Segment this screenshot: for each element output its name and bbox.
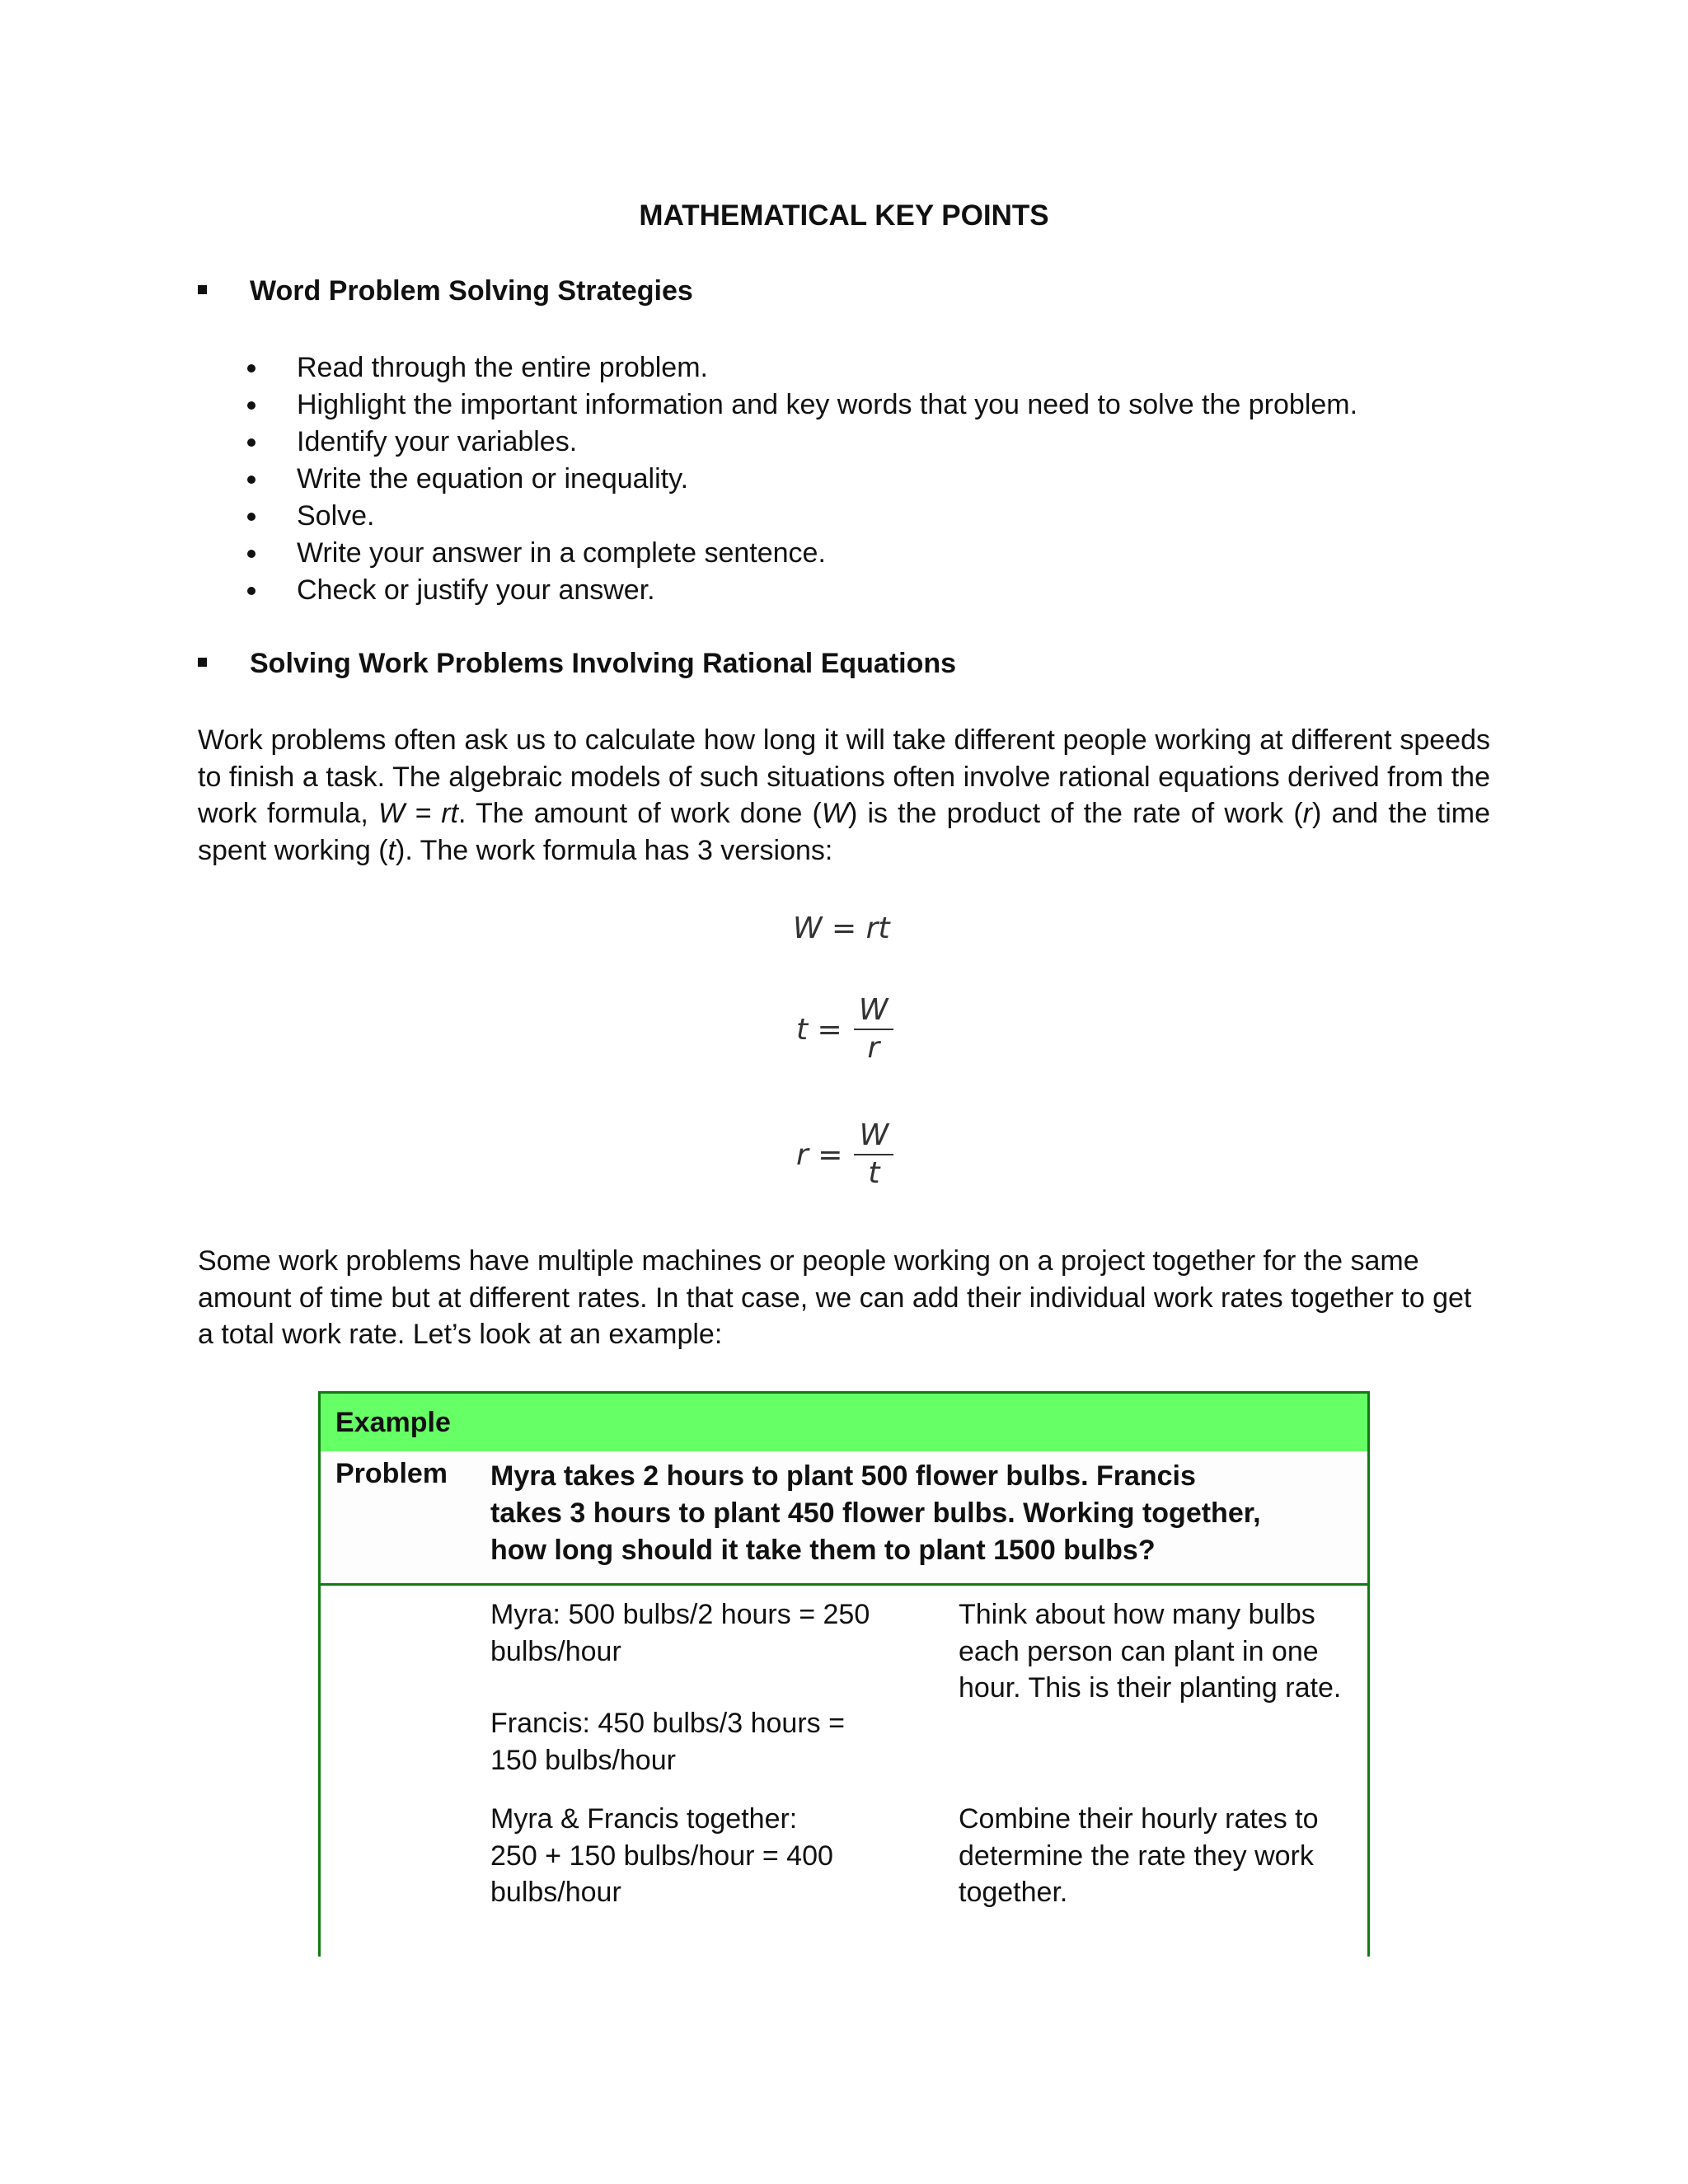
example-problem-row xyxy=(321,1451,1367,1586)
bullet-icon xyxy=(247,587,256,595)
bullet-icon xyxy=(247,476,256,484)
section-heading-work-problems xyxy=(198,648,956,680)
list-item: Write your answer in a complete sentence. xyxy=(247,535,1357,572)
section-heading-strategies-text: Word Problem Solving Strategies xyxy=(250,275,693,307)
problem-text: Myra takes 2 hours to plant 500 flower bulbs. Francis takes 3 hours to plant 450 flower bulbs. Working together, how long should it take them to plant 1500 bulbs? xyxy=(490,1460,1261,1566)
section-heading-strategies xyxy=(198,275,693,307)
list-item: Highlight the important information and key words that you need to solve the problem. xyxy=(247,387,1357,424)
list-item: Solve. xyxy=(247,498,1357,535)
bullet-icon xyxy=(247,364,256,373)
formula-work: W = rt xyxy=(793,912,890,945)
formula-rate: r = $\frac{W}{t}$ xyxy=(796,1119,961,1190)
bullet-icon xyxy=(247,550,256,558)
step-combine-note: Combine their hourly rates to determine the rate they work together. xyxy=(959,1803,1319,1908)
problem-label: Problem xyxy=(335,1458,448,1489)
list-item: Check or justify your answer. xyxy=(247,572,1357,609)
bullet-icon xyxy=(247,438,256,447)
example-header: Example xyxy=(321,1394,1367,1451)
fraction-bar xyxy=(854,1154,893,1155)
section-heading-work-problems-text: Solving Work Problems Involving Rational Equations xyxy=(250,648,957,679)
step-francis-rate: Francis: 450 bulbs/3 hours = 150 bulbs/hour xyxy=(490,1708,845,1776)
step-rate-note: Think about how many bulbs each person can plant in one hour. This is their planting rate. xyxy=(959,1599,1342,1704)
fraction: $\frac{W}{t}$ xyxy=(854,1119,893,1190)
list-item: Identify your variables. xyxy=(247,424,1357,461)
strategy-list xyxy=(247,349,1357,609)
list-item: Write the equation or inequality. xyxy=(247,461,1357,498)
bullet-icon xyxy=(247,401,256,410)
list-item: Read through the entire problem. xyxy=(247,349,1357,387)
step-myra-rate: Myra: 500 bulbs/2 hours = 250 bulbs/hour xyxy=(490,1599,870,1667)
formula-time: t = $\frac{W}{r}$ xyxy=(796,994,961,1065)
fraction: $\frac{W}{r}$ xyxy=(854,994,893,1065)
square-bullet-icon xyxy=(198,285,207,294)
intro-paragraph: Work problems often ask us to calculate how long it will take different people working at different speeds to finish a task. The algebraic models of such situations often involve rational equations derived from the work formula, W = rt. The amount of work done (W) is the product of the rate of work (r) and the time spent working (t). The work formula has 3 versions: xyxy=(198,724,1491,866)
rates-paragraph: Some work problems have multiple machines or people working on a project together for the same amount of time but at different rates. In that case, we can add their individual work rates together to get a total work rate. Let’s look at an example: xyxy=(198,1245,1472,1350)
bullet-icon xyxy=(247,513,256,521)
step-combined-rate: Myra & Francis together: 250 + 150 bulbs/hour = 400 bulbs/hour xyxy=(490,1803,833,1908)
example-box xyxy=(318,1391,1370,1957)
square-bullet-icon xyxy=(198,658,207,667)
page-title: MATHEMATICAL KEY POINTS xyxy=(639,199,1049,232)
fraction-bar xyxy=(854,1029,893,1030)
